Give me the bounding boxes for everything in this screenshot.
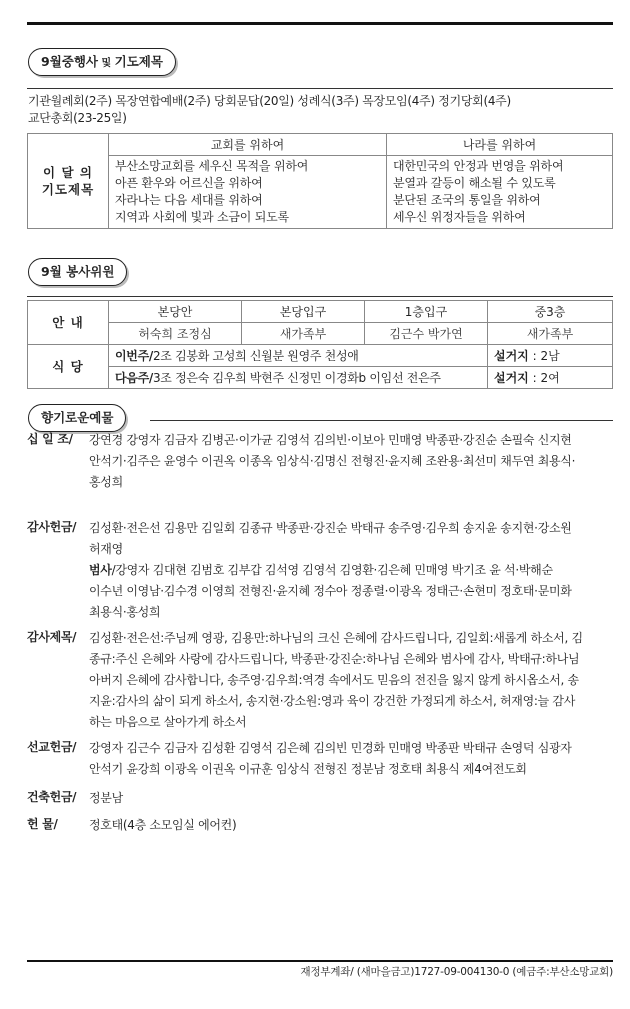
events-line-2: 교단총회(23-25일) bbox=[28, 111, 127, 125]
group-body: 강영자 김근수 김금자 김성환 김영석 김은혜 김의빈 민경화 민매영 박종판 박태규 손영덕 심광자 안석기 윤강희 이광옥 이권옥 이규훈 임상식 전형진 정분남 정호태 최용식 제4여전도회 bbox=[89, 741, 572, 776]
group-label: 선교헌금/ bbox=[27, 740, 77, 754]
meal-label: 식 당 bbox=[28, 345, 109, 389]
section-divider bbox=[27, 296, 613, 297]
nation-prayer-list bbox=[387, 156, 613, 229]
bottom-rule bbox=[27, 960, 613, 962]
group-label: 십 일 조/ bbox=[27, 432, 73, 446]
nation-column-header: 나라를 위하여 bbox=[387, 134, 613, 156]
section-title-september-events: 9월중행사 및 기도제목 bbox=[28, 48, 176, 76]
guide-header: 1층입구 bbox=[365, 301, 488, 323]
list-item: 자라나는 다음 세대를 위하여 bbox=[115, 193, 263, 207]
meal-row: 이번주/2조 김봉화 고성희 신월분 원영주 천성애 bbox=[109, 345, 488, 367]
list-item: 지역과 사회에 빛과 소금이 되도록 bbox=[115, 210, 289, 224]
meal-row: 다음주/3조 정은숙 김우희 박현주 신정민 이경화b 이임선 전은주 bbox=[109, 367, 488, 389]
list-item: 분열과 갈등이 해소될 수 있도록 bbox=[393, 176, 556, 190]
group-body: 강연경 강영자 김금자 김병곤·이가균 김영석 김의빈·이보아 민매영 박종판·강진순 손필숙 신지현 안석기·김주은 윤영수 이권옥 이종옥 임상식·김명신 전형진·윤지혜 조완용·최선미 채두연 최용식· 홍성희 bbox=[89, 433, 576, 489]
list-item: 분단된 조국의 통일을 위하여 bbox=[393, 193, 541, 207]
group-body: 정호태(4층 소모임실 에어컨) bbox=[89, 818, 237, 832]
group-body: 김성환·전은선:주님께 영광, 김용만:하나님의 크신 은혜에 감사드립니다, 김일회:새롭게 하소서, 김 종규:주신 은혜와 사랑에 감사드립니다, 박종판·강진순:하나님 은혜와 범사에 감사, 박태규:하나님 아버지 은혜에 감사합니다, 송주영·김우희:역경 속에서도 믿음의 전진을 잃지 않게 하시옵소서, 송 지윤:감사의 삶이 되게 하소서, 송지현·강소원:영과 육이 강건한 가정되게 하소서, 허재영:늘 감사 하는 마음으로 살아가게 하소서 bbox=[89, 631, 583, 729]
guide-header: 본당안 bbox=[109, 301, 242, 323]
group-body: 정분남 bbox=[89, 791, 123, 805]
guide-value: 김근수 박가연 bbox=[365, 323, 488, 345]
group-label: 감사제목/ bbox=[27, 630, 77, 644]
guide-value: 새가족부 bbox=[488, 323, 613, 345]
list-item: 아픈 환우와 어르신을 위하여 bbox=[115, 176, 263, 190]
group-label: 헌 물/ bbox=[27, 817, 58, 831]
list-item: 부산소망교회를 세우신 목적을 위하여 bbox=[115, 159, 309, 173]
events-line-1: 기관월례회(2주) 목장연합예배(2주) 당회문답(20일) 성례식(3주) 목장모임(4주) 정기당회(4주) bbox=[28, 94, 511, 108]
guide-header: 본당입구 bbox=[242, 301, 365, 323]
group-label: 감사헌금/ bbox=[27, 520, 77, 534]
top-rule bbox=[27, 22, 613, 25]
guide-header: 중3층 bbox=[488, 301, 613, 323]
list-item: 대한민국의 안정과 번영을 위하여 bbox=[393, 159, 564, 173]
prayer-table bbox=[27, 133, 613, 229]
guide-value: 새가족부 bbox=[242, 323, 365, 345]
guide-value: 허숙희 조정심 bbox=[109, 323, 242, 345]
group-body: 김성환·전은선 김용만 김일회 김종규 박종판·강진순 박태규 송주영·김우희 송지윤 송지현·강소원 허재영 범사/강영자 김대현 김범호 김부갑 김석영 김영석 김영환·김은혜 민매영 박기조 윤 석·박해순 이수년 이영남·김수경 이영희 전형진·윤지혜 정수아 정종렬·이광옥 정태근·손현미 정호태·문미화 최용식·홍성희 bbox=[89, 521, 572, 619]
section-divider bbox=[150, 420, 613, 421]
church-column-header: 교회를 위하여 bbox=[109, 134, 387, 156]
bank-account-footer: 재정부계좌/ (새마을금고)1727-09-004130-0 (예금주:부산소망교회) bbox=[300, 966, 613, 978]
section-divider bbox=[27, 88, 613, 89]
section-title-offerings: 향기로운예물 bbox=[28, 404, 126, 432]
group-label: 건축헌금/ bbox=[27, 790, 77, 804]
prayer-side-label: 이 달 의 기도제목 bbox=[28, 134, 109, 229]
guide-label: 안 내 bbox=[28, 301, 109, 345]
list-item: 세우신 위정자들을 위하여 bbox=[393, 210, 526, 224]
section-title-volunteers: 9월 봉사위원 bbox=[28, 258, 127, 286]
dish-duty: 설거지 : 2여 bbox=[488, 367, 613, 389]
volunteer-table bbox=[27, 300, 613, 389]
church-prayer-list bbox=[109, 156, 387, 229]
dish-duty: 설거지 : 2남 bbox=[488, 345, 613, 367]
